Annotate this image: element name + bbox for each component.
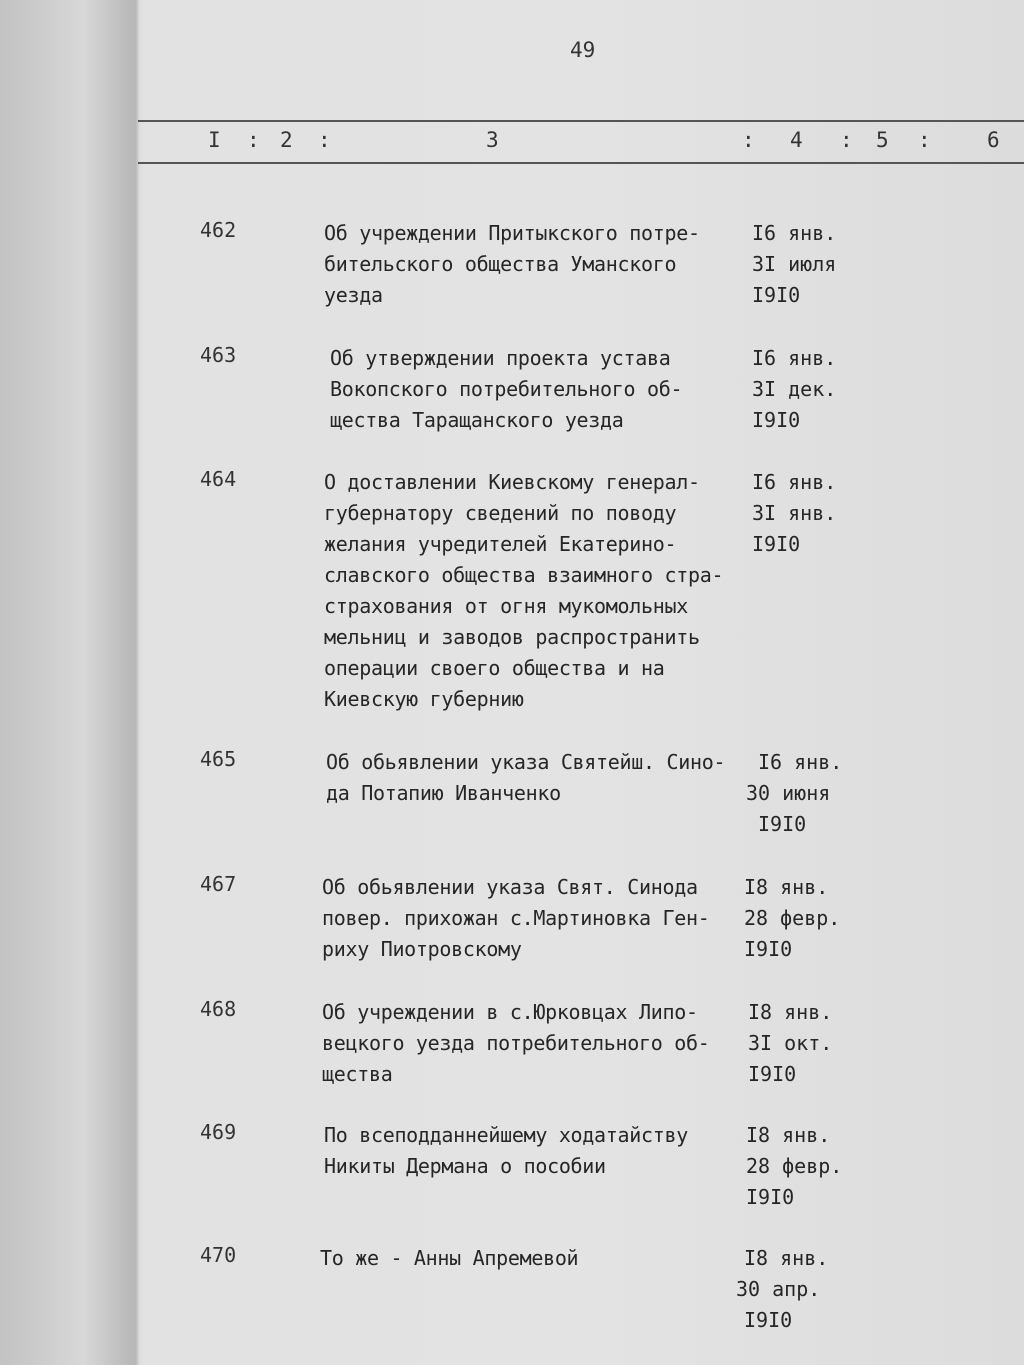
end-date: 30 июня <box>746 781 831 805</box>
start-date: I6 янв. <box>752 470 837 494</box>
year: I9I0 <box>744 1308 793 1332</box>
record-number: 467 <box>200 872 237 896</box>
year: I9I0 <box>748 1062 797 1086</box>
title-line: губернатору сведений по поводу <box>324 501 677 525</box>
title-line: операции своего общества и на <box>324 656 665 680</box>
column-header-6: 6 <box>987 128 1000 152</box>
column-separator: : <box>840 128 853 152</box>
record-dates <box>736 1243 864 1336</box>
book-fold-shadow <box>0 0 140 1365</box>
start-date: I8 янв. <box>744 875 829 899</box>
start-date: I6 янв. <box>758 750 843 774</box>
title-line: Вокопского потребительного об- <box>330 377 683 401</box>
end-date: 3I янв. <box>752 501 837 525</box>
start-date: I8 янв. <box>748 1000 833 1024</box>
end-date: 28 февр. <box>744 906 841 930</box>
title-line: да Потапию Иванченко <box>326 781 561 805</box>
record-dates <box>752 467 872 560</box>
start-date: I6 янв. <box>752 346 837 370</box>
end-date: 3I окт. <box>748 1031 833 1055</box>
column-header-2: 2 <box>280 128 293 152</box>
title-line: О доставлении Киевскому генерал- <box>324 470 700 494</box>
header-rule-top <box>138 120 1024 122</box>
record-dates <box>746 747 878 840</box>
start-date: I6 янв. <box>752 221 837 245</box>
year: I9I0 <box>752 408 801 432</box>
column-header-1: I <box>208 128 221 152</box>
title-line: Об учреждении в с.Юрковцах Липо- <box>322 1000 698 1024</box>
end-date: 3I июля <box>752 252 837 276</box>
title-line: Об утверждении проекта устава <box>330 346 671 370</box>
title-line: бительского общества Уманского <box>324 252 677 276</box>
title-line: Об обьявлении указа Святейш. Сино- <box>326 750 726 774</box>
end-date: 30 апр. <box>736 1277 821 1301</box>
title-line: вецкого уезда потребительного об- <box>322 1031 710 1055</box>
title-line: желания учредителей Екатерино- <box>324 532 677 556</box>
year: I9I0 <box>752 283 801 307</box>
record-number: 470 <box>200 1243 237 1267</box>
title-line: мельниц и заводов распространить <box>324 625 700 649</box>
title-line: Об учреждении Притыкского потре- <box>324 221 700 245</box>
column-header-5: 5 <box>876 128 889 152</box>
record-dates <box>746 1120 866 1213</box>
title-line: щества <box>322 1062 393 1086</box>
start-date: I8 янв. <box>746 1123 831 1147</box>
title-line: Никиты Дермана о пособии <box>324 1154 606 1178</box>
record-dates <box>748 997 868 1090</box>
record-title <box>326 747 756 809</box>
page-number: 49 <box>570 38 596 62</box>
record-dates <box>744 872 864 965</box>
title-line: славского общества взаимного стра- <box>324 563 724 587</box>
record-number: 469 <box>200 1120 237 1144</box>
title-line: уезда <box>324 283 383 307</box>
column-separator: : <box>247 128 260 152</box>
record-dates <box>752 343 872 436</box>
record-number: 463 <box>200 343 237 367</box>
end-date: 3I дек. <box>752 377 837 401</box>
title-line: То же - Анны Апремевой <box>320 1246 579 1270</box>
record-title <box>324 1120 754 1182</box>
title-line: По всеподданнейшему ходатайству <box>324 1123 688 1147</box>
column-header-4: 4 <box>790 128 803 152</box>
end-date: 28 февр. <box>746 1154 843 1178</box>
column-separator: : <box>742 128 755 152</box>
record-title <box>330 343 760 436</box>
start-date: I8 янв. <box>744 1246 829 1270</box>
title-line: щества Таращанского уезда <box>330 408 624 432</box>
record-number: 465 <box>200 747 237 771</box>
header-rule-bottom <box>138 162 1024 164</box>
record-number: 468 <box>200 997 237 1021</box>
year: I9I0 <box>758 812 807 836</box>
year: I9I0 <box>752 532 801 556</box>
title-line: повер. прихожан с.Мартиновка Ген- <box>322 906 710 930</box>
record-number: 464 <box>200 467 237 491</box>
title-line: страхования от огня мукомольных <box>324 594 688 618</box>
record-title <box>324 218 754 311</box>
record-number: 462 <box>200 218 237 242</box>
column-separator: : <box>918 128 931 152</box>
column-header-3: 3 <box>486 128 499 152</box>
title-line: риху Пиотровскому <box>322 937 522 961</box>
title-line: Об обьявлении указа Свят. Синода <box>322 875 698 899</box>
record-title <box>320 1243 750 1274</box>
record-title <box>322 997 752 1090</box>
column-separator: : <box>318 128 331 152</box>
year: I9I0 <box>744 937 793 961</box>
record-title <box>324 467 754 715</box>
title-line: Киевскую губернию <box>324 687 524 711</box>
year: I9I0 <box>746 1185 795 1209</box>
record-dates <box>752 218 872 311</box>
record-title <box>322 872 752 965</box>
